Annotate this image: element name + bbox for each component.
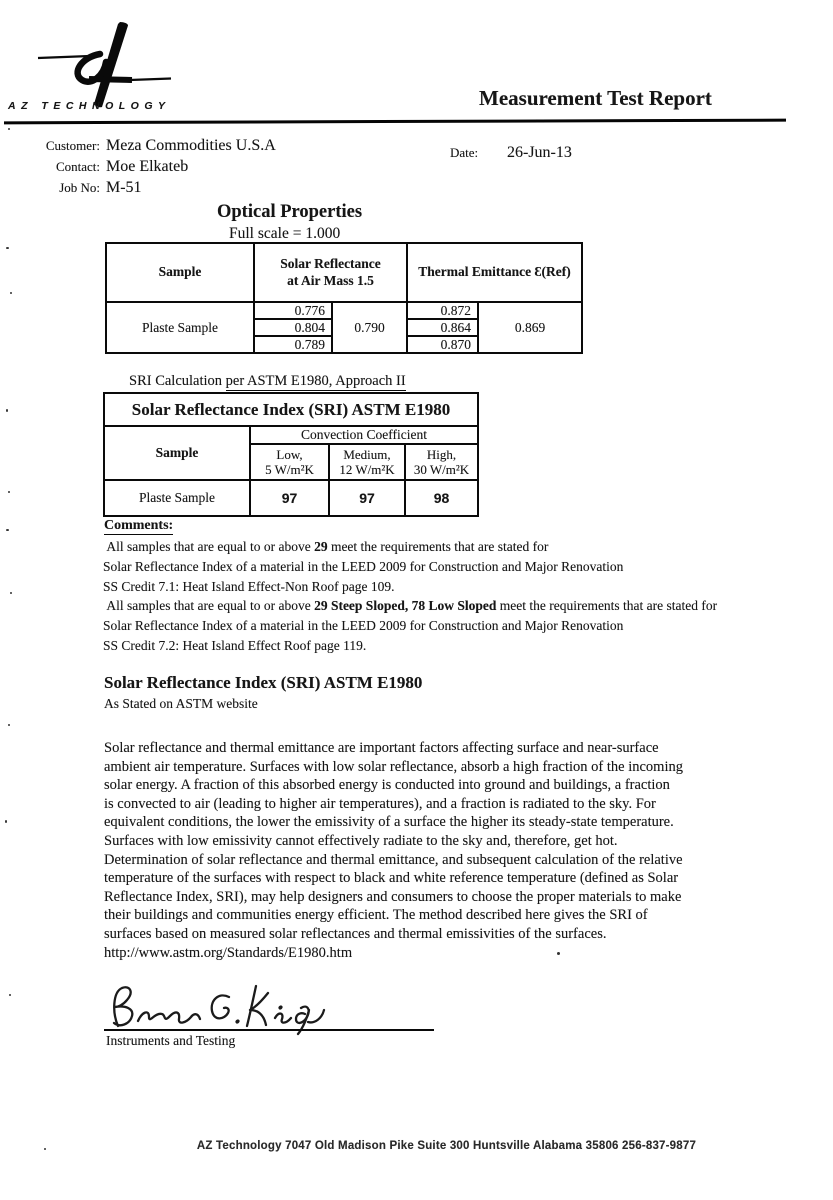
comment-line: SS Credit 7.2: Heat Island Effect Roof page 119. xyxy=(103,637,367,653)
solar-measurement-2: 0.804 xyxy=(254,319,332,336)
date-label: Date: xyxy=(450,145,479,160)
footer-address: AZ Technology 7047 Old Madison Pike Suite 300 Huntsville Alabama 35806 256-837-9877 xyxy=(196,1140,697,1152)
comment-line: All samples that are equal to or above 29 meet the requirements that are stated for xyxy=(103,539,549,554)
optical-properties-table xyxy=(105,242,583,354)
comment-line: Solar Reflectance Index of a material in the LEED 2009 for Construction and Major Renovation xyxy=(103,618,624,634)
scan-speck xyxy=(10,292,12,294)
job-number-row xyxy=(0,179,142,197)
comment-line: Solar Reflectance Index of a material in the LEED 2009 for Construction and Major Renovation xyxy=(103,558,624,574)
contact-label: Contact: xyxy=(55,159,100,174)
sri-value-low: 97 xyxy=(250,480,329,516)
customer-label: Customer: xyxy=(45,138,100,153)
thermal-measurement-3: 0.870 xyxy=(407,336,478,353)
sri-value-medium: 97 xyxy=(329,480,405,516)
date-value: 26-Jun-13 xyxy=(507,144,572,161)
sample-name-cell: Plaste Sample xyxy=(104,480,250,516)
contact-row xyxy=(0,158,188,176)
scan-speck xyxy=(6,529,9,531)
column-header-low: Low, 5 W/m²K xyxy=(250,444,329,480)
signature-line xyxy=(104,1029,434,1031)
sri-section-heading: Solar Reflectance Index (SRI) ASTM E1980 xyxy=(104,673,423,692)
sri-table-caption: SRI Calculation per ASTM E1980, Approach II xyxy=(129,373,406,389)
scan-speck xyxy=(8,724,10,726)
sri-description-paragraph: Solar reflectance and thermal emittance are important factors affecting surface and near-surface ambient air temperature. Surfaces with low solar reflectance, absorb a high fraction of the incoming solar energy. A fraction of this absorbed energy is conducted into ground and buildings, a fraction is convected to air (leading to higher air temperatures), and a fraction is radiated to the sky. For equivalent conditions, the lower the emissivity of a surface the higher its steady-state temperature. Surfaces with low emissivity cannot effectively radiate to the sky and, therefore, get hot. Determination of solar reflectance and thermal emittance, and subsequent calculation of the relative temperature of the surfaces with respect to black and white reference temperature (defined as Solar Reflectance Index, SRI), may help designers and consumers to choose the proper materials to make their buildings and communities energy efficient. The method described here gives the SRI of surfaces based on measured solar reflectances and thermal emissivities of the surfaces. http://www.astm.org/Standards/E1980.htm xyxy=(104,739,764,962)
column-header-sample: Sample xyxy=(106,243,254,302)
handwritten-signature xyxy=(105,980,350,1036)
job-number-label: Job No: xyxy=(59,180,100,195)
solar-average-cell: 0.790 xyxy=(332,302,407,353)
sri-section-subheading: As Stated on ASTM website xyxy=(104,696,258,711)
scan-speck xyxy=(8,128,10,130)
scan-speck xyxy=(5,820,7,823)
column-header-sample: Sample xyxy=(104,426,250,480)
signature-caption: Instruments and Testing xyxy=(106,1033,236,1048)
scan-speck xyxy=(6,409,8,412)
header-divider xyxy=(4,119,786,125)
table-row xyxy=(104,480,478,516)
comment-line: SS Credit 7.1: Heat Island Effect-Non Roof page 109. xyxy=(103,578,395,594)
date-row xyxy=(450,144,572,162)
page-title: Measurement Test Report xyxy=(479,86,712,110)
scan-speck xyxy=(9,994,11,996)
solar-measurement-1: 0.776 xyxy=(254,302,332,319)
comments-label: Comments: xyxy=(104,518,174,533)
thermal-average-cell: 0.869 xyxy=(478,302,582,353)
comments-block xyxy=(103,537,783,656)
scan-speck xyxy=(10,592,12,594)
comment-line: All samples that are equal to or above 29 Steep Sloped, 78 Low Sloped meet the requirements that are stated for xyxy=(103,598,718,614)
column-header-high: High, 30 W/m²K xyxy=(405,444,478,480)
sri-value-high: 98 xyxy=(405,480,478,516)
table-row xyxy=(106,302,582,319)
full-scale-subtitle: Full scale = 1.000 xyxy=(229,225,341,242)
astm-url-text: http://www.astm.org/Standards/E1980.htm xyxy=(104,944,353,961)
optical-properties-title: Optical Properties xyxy=(217,202,363,222)
scan-speck xyxy=(8,491,10,493)
customer-row xyxy=(0,137,276,155)
column-header-thermal-emittance: Thermal Emittance Ɛ(Ref) xyxy=(407,243,582,302)
sri-table-title: Solar Reflectance Index (SRI) ASTM E1980 xyxy=(104,393,478,426)
scan-speck xyxy=(6,247,9,249)
logo-wordmark: AZ TECHNOLOGY xyxy=(8,100,171,112)
column-header-medium: Medium, 12 W/m²K xyxy=(329,444,405,480)
thermal-measurement-2: 0.864 xyxy=(407,319,478,336)
job-number-value: M-51 xyxy=(106,179,142,196)
thermal-measurement-1: 0.872 xyxy=(407,302,478,319)
solar-measurement-3: 0.789 xyxy=(254,336,332,353)
contact-value: Moe Elkateb xyxy=(106,158,189,175)
convection-coefficient-header: Convection Coefficient xyxy=(250,426,478,444)
scan-speck xyxy=(44,1148,46,1150)
customer-value: Meza Commodities U.S.A xyxy=(106,137,276,154)
sample-name-cell: Plaste Sample xyxy=(106,302,254,353)
az-technology-logo-icon xyxy=(34,20,174,108)
scan-speck xyxy=(557,952,560,955)
column-header-solar-reflectance: Solar Reflectance at Air Mass 1.5 xyxy=(254,243,407,302)
sri-table xyxy=(103,392,479,517)
